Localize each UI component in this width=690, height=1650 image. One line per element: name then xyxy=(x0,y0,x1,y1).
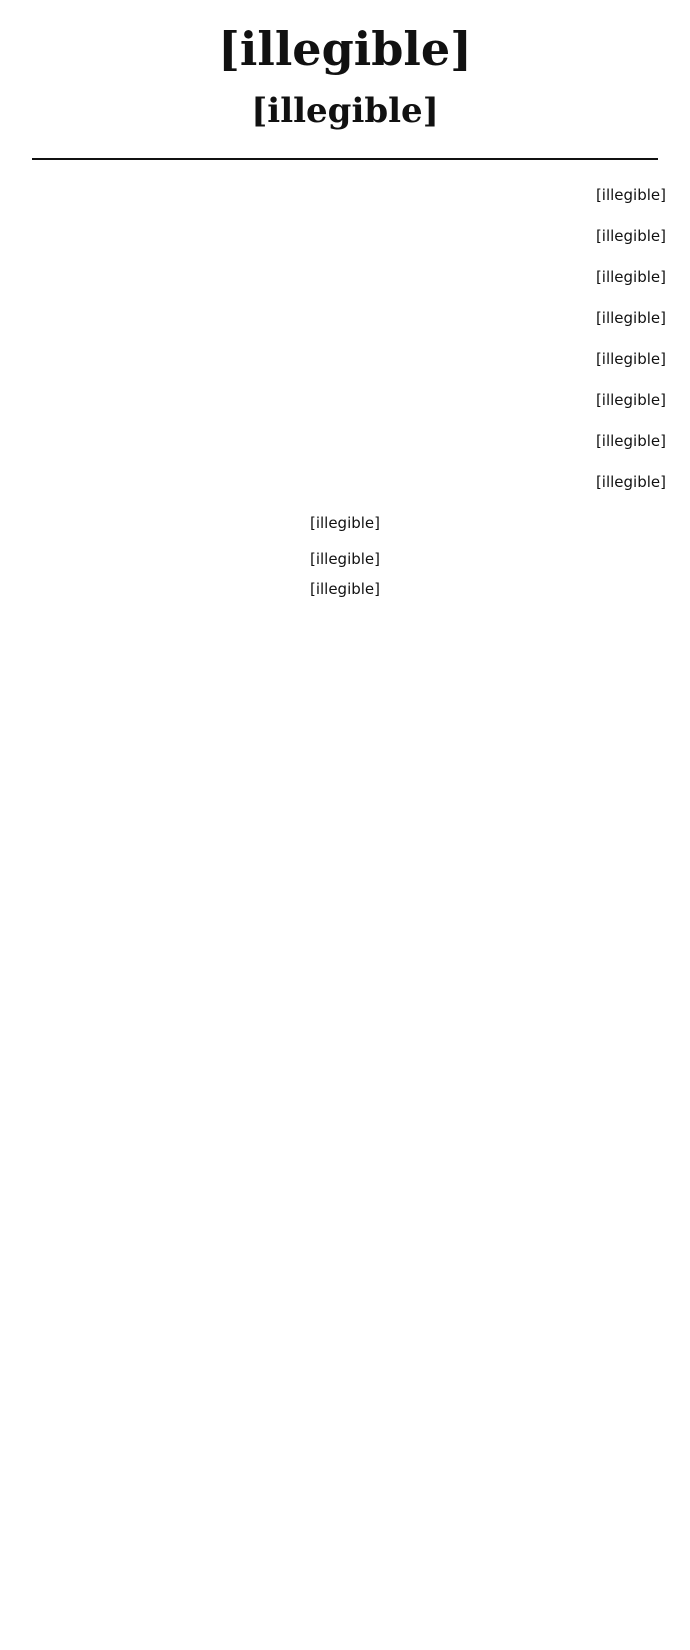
author-signature: [illegible] xyxy=(309,580,381,598)
closing-text: [illegible] xyxy=(309,550,381,568)
paragraph-2: [illegible] xyxy=(595,227,666,245)
article-body xyxy=(24,180,666,498)
subheadline-quote: [illegible] xyxy=(251,91,439,131)
paragraph-1: [illegible] xyxy=(595,186,666,204)
headline: [illegible] xyxy=(218,22,472,76)
closing-quote: [illegible] xyxy=(309,514,381,532)
paragraph-8: [illegible] xyxy=(595,473,666,491)
paragraph-7: [illegible] xyxy=(595,432,666,450)
paragraph-4: [illegible] xyxy=(595,309,666,327)
paragraph-6: [illegible] xyxy=(595,391,666,409)
paragraph-3: [illegible] xyxy=(595,268,666,286)
header-divider xyxy=(32,158,658,160)
paragraph-5: [illegible] xyxy=(595,350,666,368)
